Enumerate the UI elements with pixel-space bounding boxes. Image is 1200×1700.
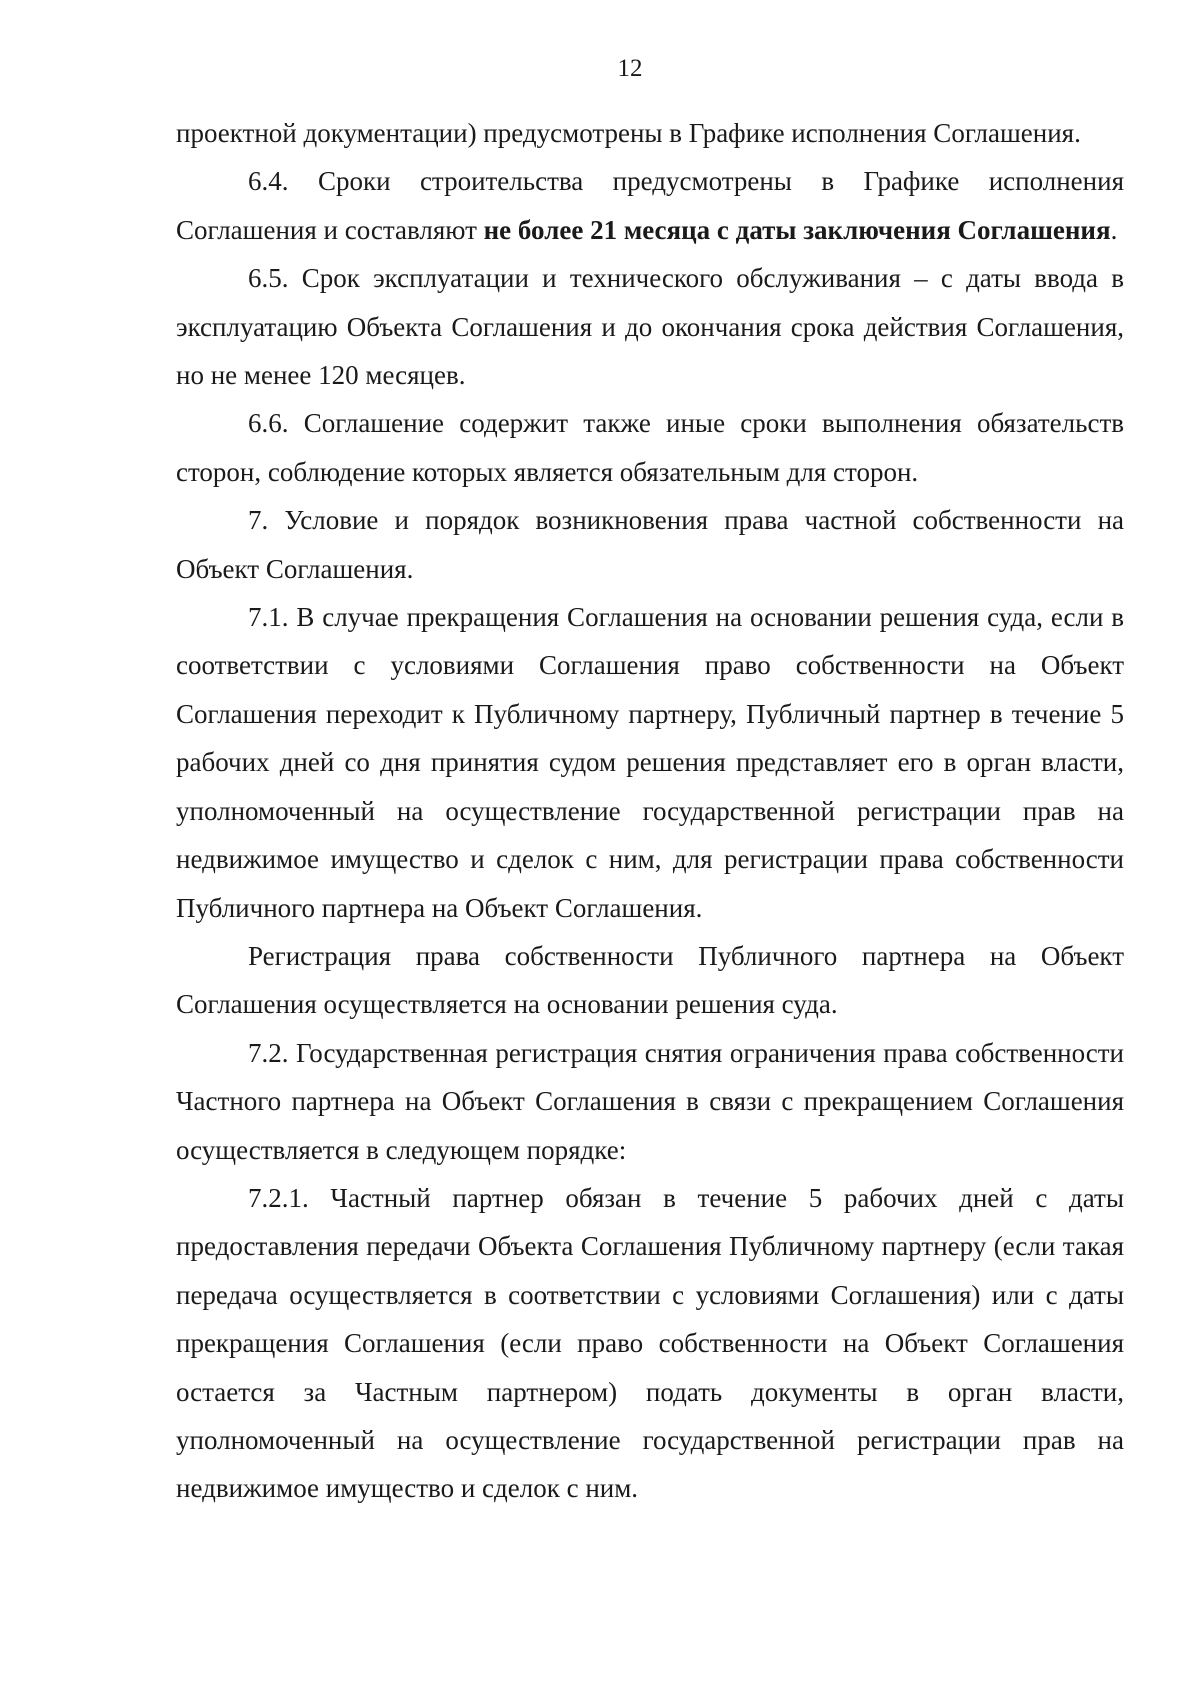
page-number: 12 — [617, 55, 643, 82]
paragraph-registration: Регистрация права собственности Публичного партнера на Объект Соглашения осуществляется на основании решения суда. — [176, 940, 1124, 1020]
paragraph-7-1: 7.1. В случае прекращения Соглашения на основании решения суда, если в соответствии с условиями Соглашения право собственности на Объект Соглашения переходит к Публичному партнеру, Публичный партнер в течение 5 рабочих дней со дня принятия судом решения представляет его в орган власти, уполномоченный на осуществление государственной регистрации прав на недвижимое имущество и сделок с ним, для регистрации права собственности Публичного партнера на Объект Соглашения. — [176, 602, 1124, 923]
paragraph-7-2-1: 7.2.1. Частный партнер обязан в течение 5 рабочих дней с даты предоставления передачи Объекта Соглашения Публичному партнеру (если такая передача осуществляется в соответствии с условиями Соглашения) или с даты прекращения Соглашения (если право собственности на Объект Соглашения остается за Частным партнером) подать документы в орган власти, уполномоченный на осуществление государственной регистрации прав на недвижимое имущество и сделок с ним. — [176, 1182, 1124, 1504]
paragraph-6-4-bold: не более 21 месяца с даты заключения Соглашения — [483, 214, 1111, 245]
paragraph-6-4-text: 6.4. Сроки строительства предусмотрены в Графике исполнения Соглашения и составляют — [176, 166, 1124, 245]
paragraph-continuation: проектной документации) предусмотрены в Графике исполнения Соглашения. — [176, 118, 1081, 148]
document-body — [176, 109, 1124, 1513]
section-7-heading: 7. Условие и порядок возникновения права частной собственности на Объект Соглашения. — [176, 505, 1124, 584]
paragraph-6-6: 6.6. Соглашение содержит также иные сроки выполнения обязательств сторон, соблюдение которых является обязательным для сторон. — [176, 408, 1124, 487]
paragraph-6-4 — [176, 157, 1124, 254]
paragraph-6-4-end: . — [1110, 214, 1118, 245]
paragraph-6-5: 6.5. Срок эксплуатации и технического обслуживания – с даты ввода в эксплуатацию Объекта Соглашения и до окончания срока действия Соглашения, но не менее 120 месяцев. — [176, 263, 1124, 391]
paragraph-7-2: 7.2. Государственная регистрация снятия ограничения права собственности Частного партнера на Объект Соглашения в связи с прекращением Соглашения осуществляется в следующем порядке: — [176, 1037, 1124, 1165]
